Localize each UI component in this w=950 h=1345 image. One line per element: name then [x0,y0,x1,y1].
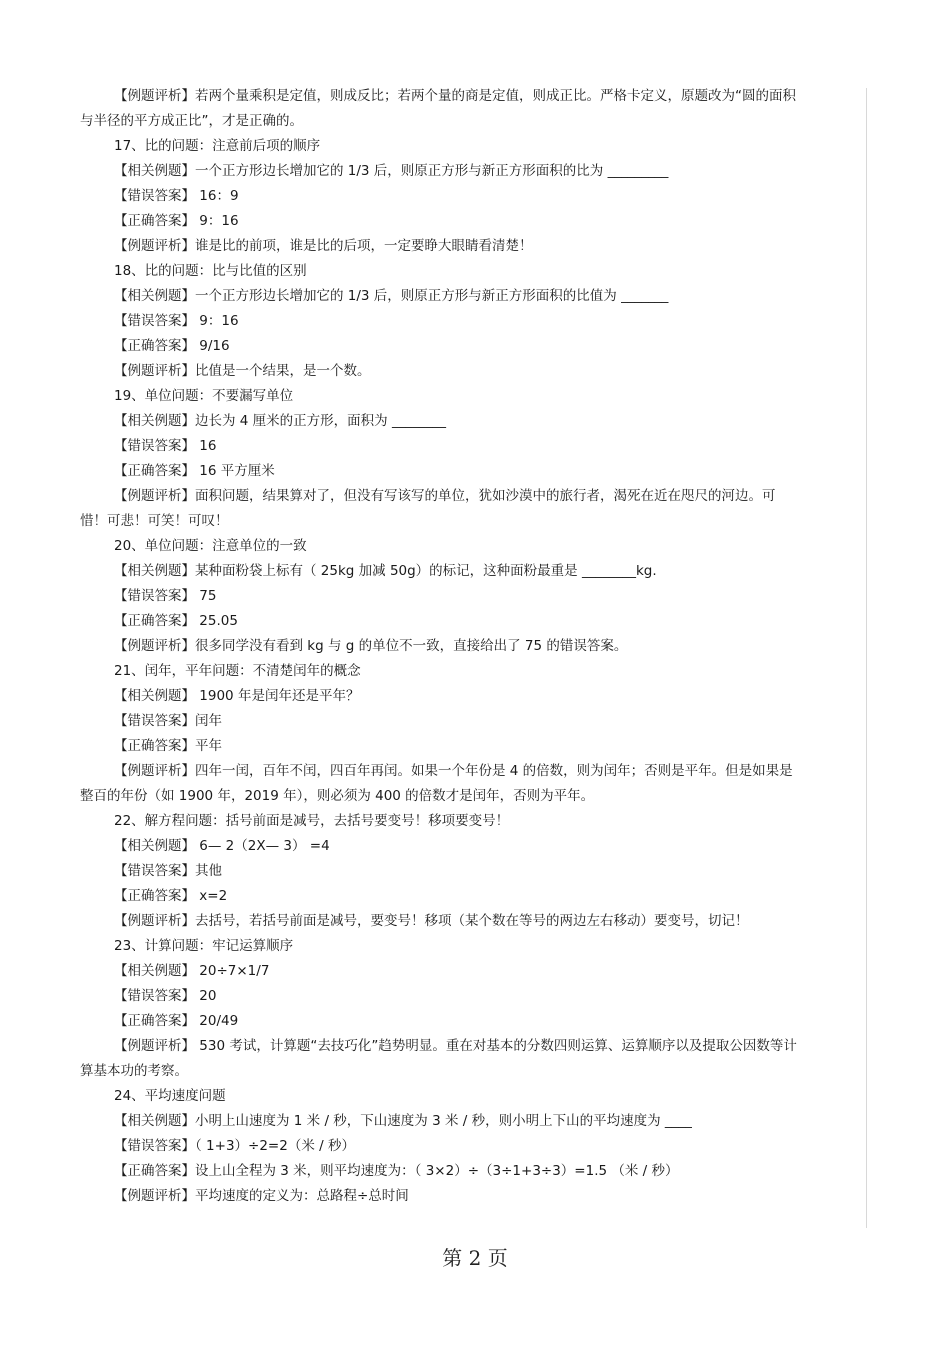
paragraph: 【错误答案】（ 1+3）÷2=2（米 / 秒） [114,1138,355,1154]
paragraph: 【例题评析】平均速度的定义为：总路程÷总时间 [114,1188,409,1204]
paragraph: 【错误答案】 75 [114,588,217,604]
paragraph: 【相关例题】某种面粉袋上标有（ 25kg 加减 50g）的标记，这种面粉最重是 ________kg. [114,563,657,579]
paragraph: 【相关例题】边长为 4 厘米的正方形，面积为 ________ [114,413,446,429]
paragraph: 【相关例题】 6— 2（2X— 3） =4 [114,838,330,854]
paragraph: 【正确答案】 9：16 [114,213,239,229]
paragraph: 【错误答案】 16：9 [114,188,239,204]
paragraph: 【错误答案】其他 [114,863,222,879]
paragraph: 【例题评析】若两个量乘积是定值，则成反比；若两个量的商是定值，则成正比。严格卡定义，原题改为“圆的面积与半径的平方成正比”，才是正确的。 [80,88,796,129]
heading-24: 24、平均速度问题 [114,1088,226,1104]
paragraph: 【相关例题】小明上山速度为 1 米 / 秒，下山速度为 3 米 / 秒，则小明上下山的平均速度为 ____ [114,1113,692,1129]
paragraph: 【错误答案】闰年 [114,713,222,729]
paragraph: 【相关例题】 1900 年是闰年还是平年？ [114,688,360,704]
paragraph: 【例题评析】面积问题，结果算对了，但没有写该写的单位，犹如沙漠中的旅行者，渴死在近在咫尺的河边。可惜！可悲！可笑！可叹！ [80,488,776,529]
paragraph: 【例题评析】谁是比的前项，谁是比的后项，一定要睁大眼睛看清楚！ [114,238,533,254]
paragraph: 【正确答案】 20/49 [114,1013,239,1029]
paragraph: 【正确答案】平年 [114,738,222,754]
paragraph: 【正确答案】 16 平方厘米 [114,463,275,479]
paragraph: 【正确答案】设上山全程为 3 米，则平均速度为：（ 3×2）÷（3÷1+3÷3）=1.5 （米 / 秒） [114,1163,679,1179]
heading-20: 20、单位问题：注意单位的一致 [114,538,307,554]
paragraph: 【例题评析】四年一闰，百年不闰，四百年再闰。如果一个年份是 4 的倍数，则为闰年；否则是平年。但是如果是整百的年份（如 1900 年，2019 年），则必须为 400 的倍数才是闰年，否则为平年。 [80,763,793,804]
paragraph: 【例题评析】很多同学没有看到 kg 与 g 的单位不一致，直接给出了 75 的错误答案。 [114,638,628,654]
paragraph: 【正确答案】 x=2 [114,888,228,904]
paragraph: 【错误答案】 20 [114,988,217,1004]
paragraph: 【相关例题】 20÷7×1/7 [114,963,270,979]
document-body [80,84,802,1209]
paragraph: 【正确答案】 25.05 [114,613,238,629]
paragraph: 【相关例题】一个正方形边长增加它的 1/3 后，则原正方形与新正方形面积的比值为 _______ [114,288,669,304]
paragraph: 【错误答案】 9：16 [114,313,239,329]
paragraph: 【例题评析】去括号，若括号前面是减号，要变号！移项（某个数在等号的两边左右移动）要变号，切记！ [114,913,749,929]
paragraph: 【例题评析】比值是一个结果，是一个数。 [114,363,371,379]
heading-23: 23、计算问题：牢记运算顺序 [114,938,294,954]
heading-21: 21、闰年，平年问题：不清楚闰年的概念 [114,663,361,679]
heading-22: 22、解方程问题：括号前面是减号，去括号要变号！移项要变号！ [114,813,510,829]
heading-17: 17、比的问题：注意前后项的顺序 [114,138,321,154]
page-number: 第 2 页 [442,1246,508,1270]
paragraph: 【正确答案】 9/16 [114,338,230,354]
margin-rule [866,88,867,1228]
heading-19: 19、单位问题：不要漏写单位 [114,388,294,404]
paragraph: 【错误答案】 16 [114,438,217,454]
paragraph: 【例题评析】 530 考试，计算题“去技巧化”趋势明显。重在对基本的分数四则运算、运算顺序以及提取公因数等计算基本功的考察。 [80,1038,797,1079]
heading-18: 18、比的问题：比与比值的区别 [114,263,307,279]
paragraph: 【相关例题】一个正方形边长增加它的 1/3 后，则原正方形与新正方形面积的比为 _________ [114,163,669,179]
